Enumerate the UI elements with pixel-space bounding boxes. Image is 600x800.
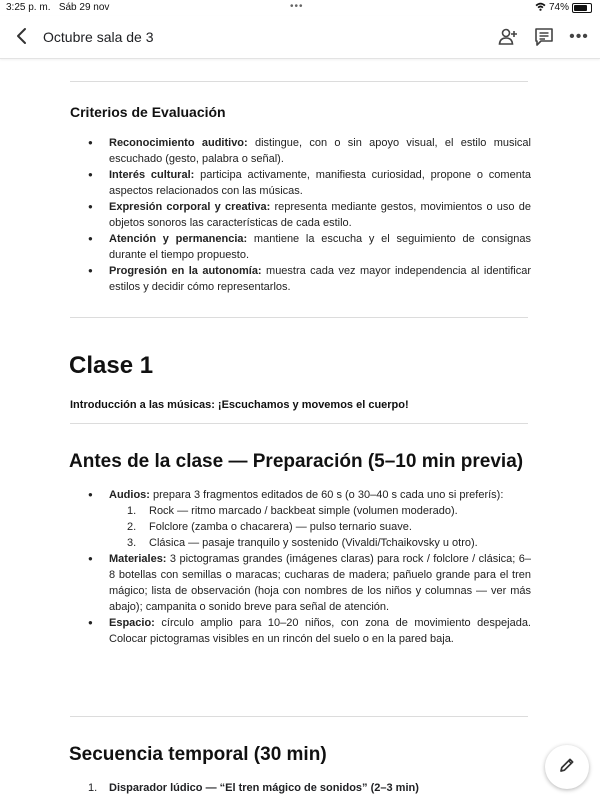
audio-item-number: 2.	[127, 521, 137, 533]
materiales-label: Materiales:	[109, 553, 167, 565]
battery-fill	[574, 5, 587, 11]
edit-button[interactable]	[545, 745, 589, 789]
more-icon[interactable]: •••	[569, 28, 589, 45]
audio-item	[109, 503, 531, 519]
criteria-heading: Criterios de Evaluación	[70, 104, 226, 120]
status-bar	[0, 0, 600, 16]
document-title: Octubre sala de 3	[43, 29, 154, 45]
comment-icon[interactable]	[533, 26, 555, 48]
audio-item-text: Clásica — pasaje tranquilo y sostenido (Vivaldi/Tchaikovsky u otro).	[149, 537, 478, 549]
class-subtitle: Introducción a las músicas: ¡Escuchamos y movemos el cuerpo!	[70, 399, 409, 411]
section-heading-secuencia: Secuencia temporal (30 min)	[69, 744, 327, 765]
multitask-dots-icon[interactable]: •••	[290, 1, 304, 12]
status-date: Sáb 29 nov	[58, 2, 110, 13]
espacio-label: Espacio:	[109, 617, 155, 629]
sequence-list	[70, 780, 531, 796]
app-bar	[0, 16, 600, 59]
audios-label: Audios:	[109, 489, 150, 501]
audio-item-text: Rock — ritmo marcado / backbeat simple (volumen moderado).	[149, 505, 458, 517]
criteria-item-label: Progresión en la autonomía:	[109, 265, 262, 277]
status-right	[535, 2, 592, 13]
sequence-item-text: Disparador lúdico — “El tren mágico de sonidos” (2–3 min)	[109, 782, 419, 794]
criteria-item	[70, 199, 531, 231]
horizontal-rule	[70, 317, 528, 318]
battery-percent: 74%	[548, 2, 569, 13]
criteria-item-label: Expresión corporal y creativa:	[109, 201, 271, 213]
audio-item-text: Folclore (zamba o chacarera) — pulso ternario suave.	[149, 521, 412, 533]
criteria-item-text: muestra cada vez mayor independencia al identificar estilos y decidir cómo representarlos.	[109, 265, 531, 293]
criteria-item-text: participa activamente, manifiesta curiosidad, propone o comenta aspectos relacionados con las músicas.	[109, 169, 531, 197]
criteria-item	[70, 167, 531, 199]
sequence-item	[70, 780, 531, 796]
sequence-item-number: 1.	[88, 782, 98, 794]
criteria-item-label: Reconocimiento auditivo:	[109, 137, 248, 149]
audios-text: prepara 3 fragmentos editados de 60 s (o 30–40 s cada uno si preferís):	[149, 489, 504, 501]
list-item	[70, 551, 531, 615]
criteria-item-text: representa mediante gestos, movimientos o uso de objetos sonoros las características de cada estilo.	[109, 201, 532, 229]
audios-list	[109, 503, 531, 551]
class-title: Clase 1	[69, 352, 154, 379]
criteria-list	[70, 135, 531, 295]
audio-item-number: 3.	[127, 537, 137, 549]
criteria-item-label: Atención y permanencia:	[109, 233, 248, 245]
list-item	[70, 615, 531, 647]
battery-icon	[572, 3, 592, 13]
criteria-item-text: mantiene la escucha y el seguimiento de consignas durante el tiempo propuesto.	[109, 233, 531, 261]
criteria-item	[70, 135, 531, 167]
preparation-list	[70, 487, 531, 647]
list-item	[70, 487, 531, 551]
audio-item	[109, 535, 531, 551]
criteria-item	[70, 231, 531, 263]
horizontal-rule	[70, 81, 528, 82]
audio-item-number: 1.	[127, 505, 137, 517]
pencil-icon	[557, 755, 577, 780]
criteria-item-text: distingue, con o sin apoyo visual, el estilo musical escuchado (gesto, palabra o señal).	[109, 137, 531, 165]
status-time-date	[6, 2, 109, 13]
section-heading-antes: Antes de la clase — Preparación (5–10 min previa)	[69, 451, 524, 472]
criteria-item-label: Interés cultural:	[109, 169, 195, 181]
back-icon[interactable]	[12, 24, 32, 48]
wifi-icon	[535, 2, 546, 13]
audio-item	[109, 519, 531, 535]
materiales-text: 3 pictogramas grandes (imágenes claras) para rock / folclore / clásica; 6–8 botellas con semillas o maracas; cucharas de madera; pañuelo grande para el tren mágico; lista de observación (hoja con nombres de los niños y columnas — ver más abajo); campanita o sonido breve para señal de atención.	[109, 553, 531, 613]
espacio-text: círculo amplio para 10–20 niños, con zona de movimiento despejada. Colocar pictogramas visibles en un rincón del suelo o en la pared baja.	[109, 617, 531, 645]
criteria-item	[70, 263, 531, 295]
horizontal-rule	[70, 716, 528, 717]
add-person-icon[interactable]	[497, 26, 519, 48]
horizontal-rule	[70, 423, 528, 424]
status-time: 3:25 p. m.	[6, 2, 51, 13]
